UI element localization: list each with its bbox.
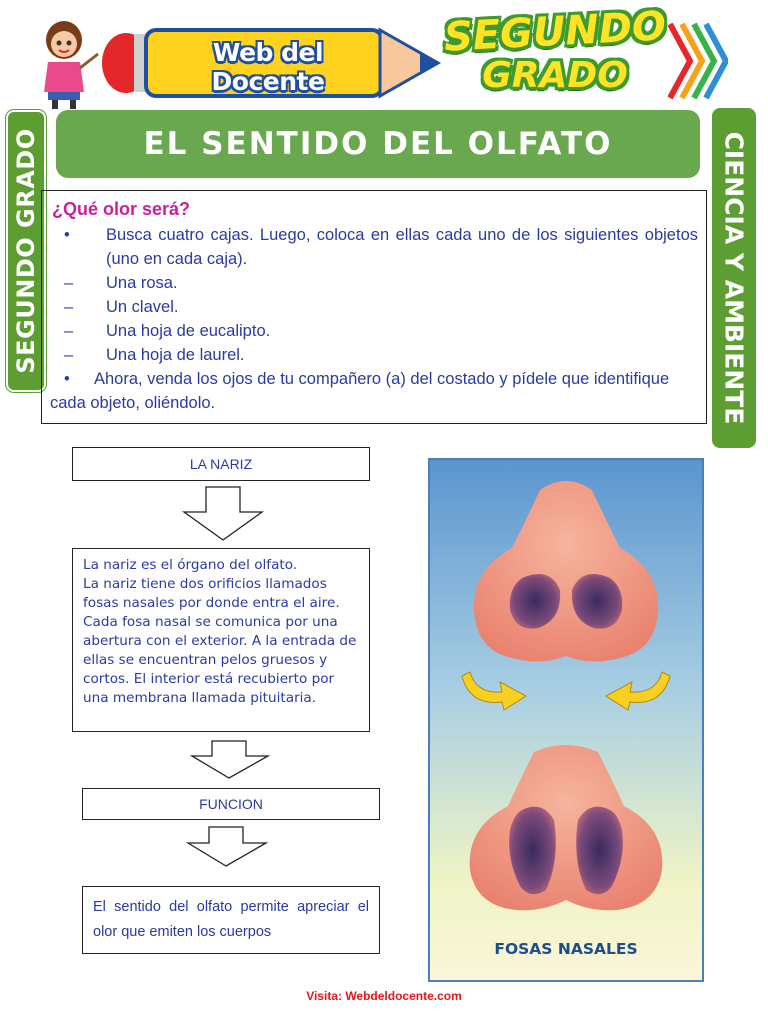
illustration-caption: FOSAS NASALES [494, 940, 638, 958]
side-banner-grade-label: SEGUNDO GRADO [12, 128, 40, 374]
flow-box-description [72, 548, 370, 732]
down-arrow-icon [190, 740, 270, 780]
list-item [50, 367, 698, 415]
list-item-text: Una hoja de laurel. [106, 346, 245, 364]
grade-logo-line1: SEGUNDO [442, 3, 668, 61]
description-line: La nariz tiene dos orificios llamados fosas nasales por donde entra el aire. [83, 576, 340, 611]
side-banner-subject [712, 108, 756, 448]
list-item [50, 223, 698, 271]
description-line: La nariz es el órgano del olfato. [83, 557, 298, 573]
grade-logo [430, 3, 680, 98]
dash-marker: – [64, 298, 74, 316]
list-item-text: Busca cuatro cajas. Luego, coloca en ellas cada uno de los siguientes objetos (uno en cada caja). [106, 226, 698, 268]
list-item [50, 295, 698, 319]
bullet-marker: • [64, 226, 70, 244]
list-item [50, 319, 698, 343]
side-banner-grade [6, 110, 46, 392]
list-item-text: Una rosa. [106, 274, 178, 292]
dash-marker: – [64, 322, 74, 340]
footer-link[interactable]: Visita: Webdeldocente.com [306, 989, 462, 1003]
list-item-text: Ahora, venda los ojos de tu compañero (a) del costado y pídele que identifique cada objeto, oliéndolo. [50, 370, 670, 412]
dash-marker: – [64, 274, 74, 292]
activity-question: ¿Qué olor será? [52, 199, 191, 219]
list-item-text: Una hoja de eucalipto. [106, 322, 271, 340]
list-item [50, 343, 698, 367]
flow-box-function-text: El sentido del olfato permite apreciar el olor que emiten los cuerpos [82, 886, 380, 954]
teacher-mascot-icon [34, 18, 102, 110]
list-item [50, 271, 698, 295]
list-item-text: Un clavel. [106, 298, 179, 316]
nose-illustration-icon [430, 460, 702, 980]
down-arrow-icon [182, 486, 264, 542]
flow-box-nariz: LA NARIZ [72, 447, 370, 481]
dash-marker: – [64, 346, 74, 364]
grade-logo-line2: GRADO [482, 55, 628, 96]
down-arrow-icon [186, 826, 268, 868]
page-title: EL SENTIDO DEL OLFATO [56, 110, 700, 178]
description-line: Cada fosa nasal se comunica por una abertura con el exterior. A la entrada de ellas se encuentran pelos gruesos y cortos. El interior está recubierto por una membrana llamada pituitaria. [83, 614, 357, 706]
side-banner-subject-label: CIENCIA Y AMBIENTE [719, 131, 749, 425]
nasal-fossae-illustration [428, 458, 704, 982]
flow-box-funcion: FUNCION [82, 788, 380, 820]
bullet-marker: • [64, 370, 70, 388]
brand-logo-text: Web del Docente [211, 38, 325, 96]
activity-box [41, 190, 707, 424]
